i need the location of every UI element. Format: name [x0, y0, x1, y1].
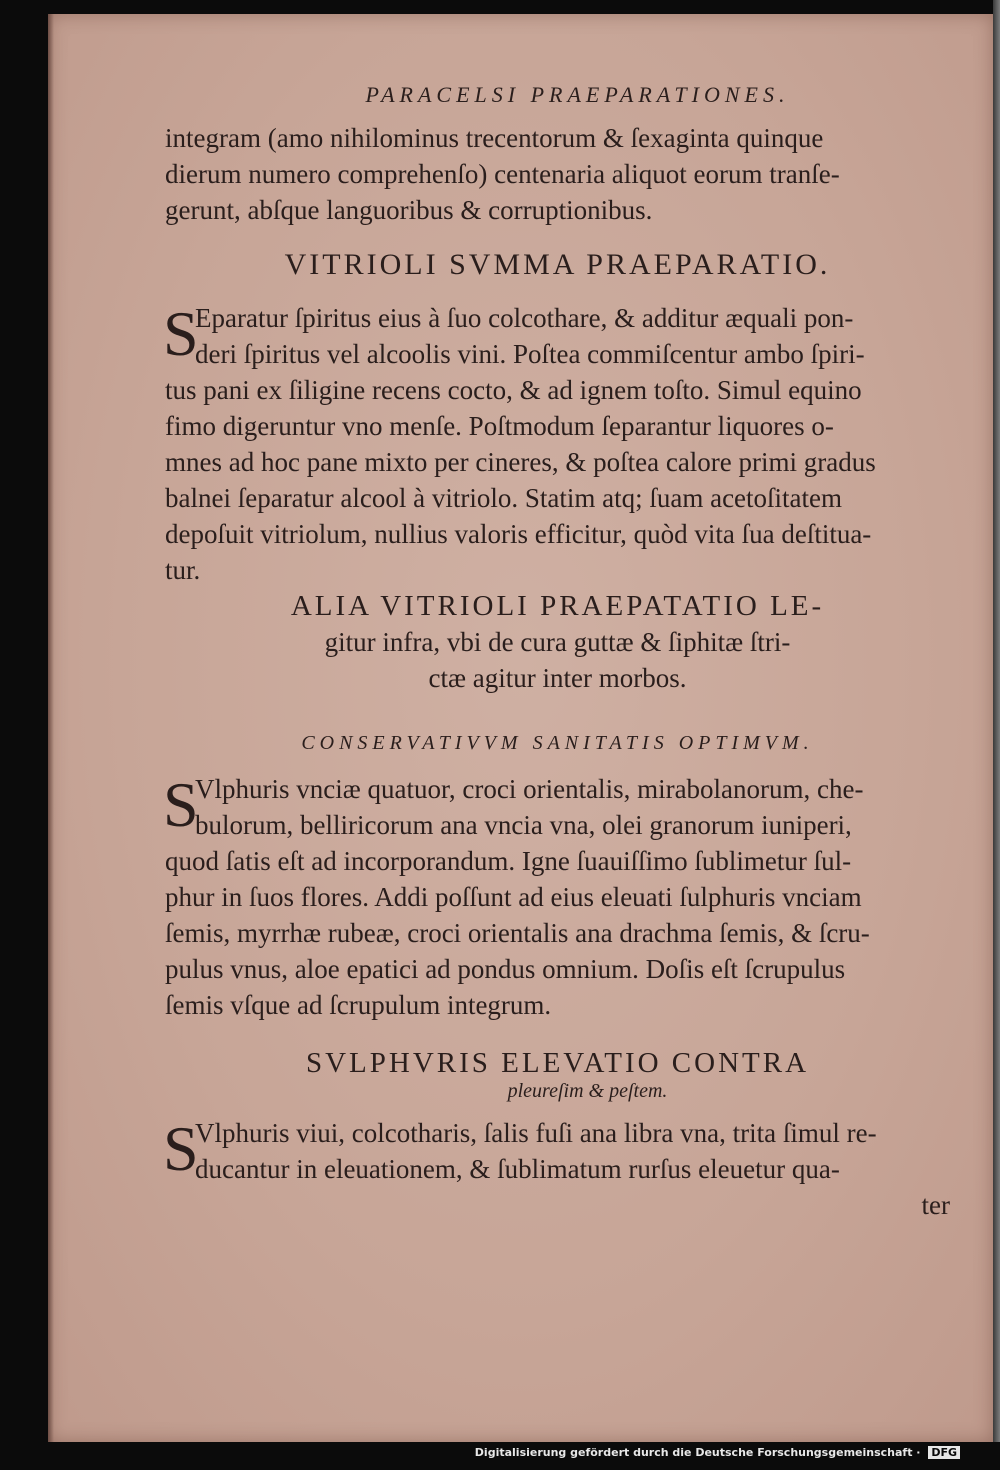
paragraph-sulphuris: [165, 1115, 950, 1187]
text-line: ſemis, myrrhæ rubeæ, croci orientalis ana drachma ſemis, & ſcru-: [165, 918, 870, 948]
digitization-credit: [475, 1446, 960, 1459]
drop-capital: S: [163, 1113, 199, 1184]
text-line: gerunt, abſque languoribus & corruptionibus.: [165, 195, 653, 225]
paragraph-vitrioli: [165, 300, 950, 588]
text-line: Vlphuris viui, colcotharis, ſalis fuſi ana libra vna, trita ſimul re-: [195, 1118, 877, 1148]
text-line: Eparatur ſpiritus eius à ſuo colcothare, & additur æquali pon-: [195, 303, 854, 333]
paragraph-conservativum: [165, 771, 950, 1023]
text-line: ſemis vſque ad ſcrupulum integrum.: [165, 990, 552, 1020]
text-line: ducantur in eleuationem, & ſublimatum rurſus eleuetur qua-: [195, 1154, 840, 1184]
intro-paragraph: [165, 120, 950, 228]
text-line: Vlphuris vnciæ quatuor, croci orientalis, mirabolanorum, che-: [195, 774, 864, 804]
text-line: tur.: [165, 555, 201, 585]
page-text: [165, 72, 950, 1223]
text-line: dierum numero comprehenſo) centenaria aliquot eorum tranſe-: [165, 159, 840, 189]
text-line: integram (amo nihilominus trecentorum & ſexaginta quinque: [165, 123, 824, 153]
drop-capital: S: [163, 298, 199, 369]
page-edge-strip: [993, 0, 1000, 1442]
text-line: tus pani ex ſiligine recens cocto, & ad ignem toſto. Simul equino: [165, 375, 862, 405]
text-line: depoſuit vitriolum, nullius valoris efficitur, quòd vita ſua deſtitua-: [165, 519, 872, 549]
text-line: balnei ſeparatur alcool à vitriolo. Statim atq; ſuam acetoſitatem: [165, 483, 843, 513]
text-line: mnes ad hoc pane mixto per cineres, & poſtea calore primi gradus: [165, 447, 876, 477]
text-line: deri ſpiritus vel alcoolis vini. Poſtea commiſcentur ambo ſpiri-: [195, 339, 865, 369]
section-heading-conservativum: CONSERVATIVVM SANITATIS OPTIMVM.: [301, 732, 814, 754]
catchword: ter: [921, 1190, 950, 1220]
running-head: PARACELSI PRAEPARATIONES.: [365, 82, 790, 107]
text-line: ALIA VITRIOLI PRAEPATATIO LE-: [290, 590, 825, 622]
section-subheading-sulphuris: pleureſim & peſtem.: [507, 1080, 668, 1102]
text-line: quod ſatis eſt ad incorporandum. Igne ſuauiſſimo ſublimetur ſul-: [165, 846, 852, 876]
cross-reference-note: [165, 588, 950, 696]
text-line: ctæ agitur inter morbos.: [428, 663, 687, 693]
page-gutter-shadow: [48, 14, 54, 1442]
text-line: phur in ſuos flores. Addi poſſunt ad eius eleuati ſulphuris vnciam: [165, 882, 862, 912]
drop-capital: S: [163, 769, 199, 840]
section-heading-sulphuris: SVLPHVRIS ELEVATIO CONTRA: [305, 1047, 810, 1079]
text-line: fimo digeruntur vno menſe. Poſtmodum ſeparantur liquores o-: [165, 411, 834, 441]
text-line: bulorum, belliricorum ana vncia vna, olei granorum iuniperi,: [195, 810, 852, 840]
credit-text: Digitalisierung gefördert durch die Deutsche Forschungsgemeinschaft ·: [474, 1446, 921, 1459]
text-line: pulus vnus, aloe epatici ad pondus omnium. Doſis eſt ſcrupulus: [165, 954, 846, 984]
text-line: gitur infra, vbi de cura guttæ & ſiphitæ ſtri-: [324, 627, 791, 657]
dfg-logo: DFG: [928, 1446, 960, 1459]
section-heading-vitrioli: VITRIOLI SVMMA PRAEPARATIO.: [284, 248, 831, 281]
